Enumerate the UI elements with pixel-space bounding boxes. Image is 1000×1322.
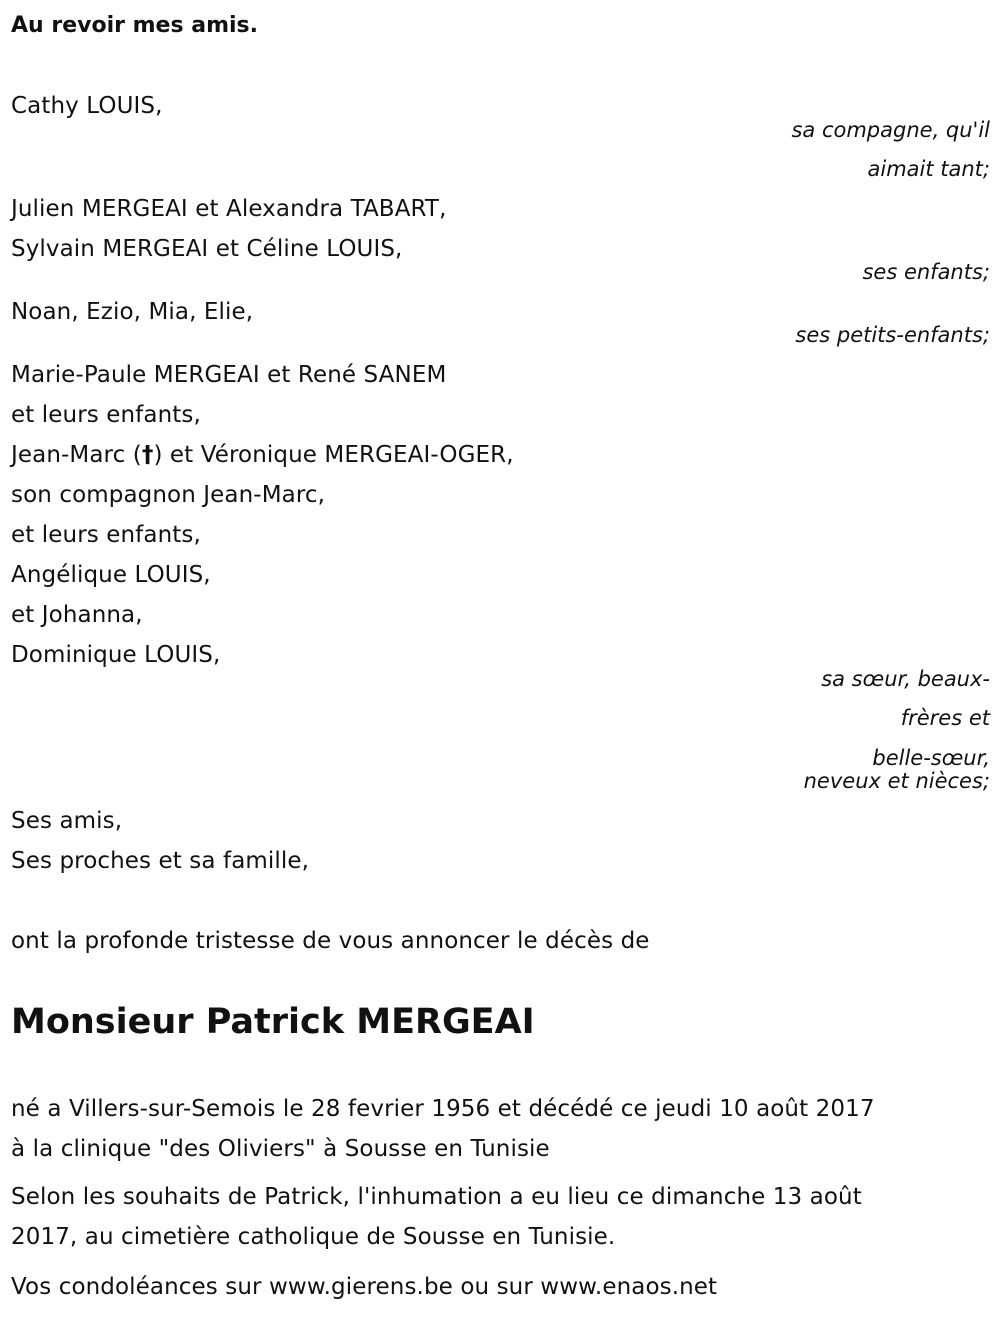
- siblings-line-3-part-a: Jean-Marc (: [11, 442, 142, 468]
- partner-relation-line-2: aimait tant;: [867, 157, 990, 181]
- children-relation: ses enfants;: [862, 260, 990, 284]
- farewell-heading: Au revoir mes amis.: [11, 13, 258, 38]
- grandchildren-relation: ses petits-enfants;: [795, 323, 990, 347]
- siblings-line-1: Marie-Paule MERGEAI et René SANEM: [11, 362, 447, 388]
- burial-line-2: 2017, au cimetière catholique de Sousse en Tunisie.: [11, 1224, 616, 1250]
- partner-relation-line-1: sa compagne, qu'il: [791, 118, 990, 142]
- deceased-name: Monsieur Patrick MERGEAI: [11, 1002, 535, 1042]
- condolences-text: Vos condoléances sur www.gierens.be ou sur www.enaos.net: [11, 1274, 718, 1300]
- birth-death-line-1: né a Villers-sur-Semois le 28 fevrier 1956 et décédé ce jeudi 10 août 2017: [11, 1096, 875, 1122]
- siblings-line-3: [11, 441, 514, 469]
- friends-line-1: Ses amis,: [11, 808, 123, 834]
- siblings-line-7: et Johanna,: [11, 602, 143, 628]
- partner-name: Cathy LOUIS,: [11, 93, 163, 119]
- siblings-relation-line-4: neveux et nièces;: [803, 769, 990, 793]
- siblings-relation-line-3: belle-sœur,: [872, 746, 990, 770]
- children-line-1: Julien MERGEAI et Alexandra TABART,: [11, 196, 447, 222]
- friends-line-2: Ses proches et sa famille,: [11, 848, 310, 874]
- siblings-line-5: et leurs enfants,: [11, 522, 201, 548]
- siblings-relation-line-2: frères et: [900, 706, 990, 730]
- siblings-line-8: Dominique LOUIS,: [11, 642, 221, 668]
- siblings-line-2: et leurs enfants,: [11, 402, 201, 428]
- siblings-relation-line-1: sa sœur, beaux-: [821, 667, 990, 691]
- children-line-2: Sylvain MERGEAI et Céline LOUIS,: [11, 236, 403, 262]
- burial-line-1: Selon les souhaits de Patrick, l'inhumation a eu lieu ce dimanche 13 août: [11, 1184, 862, 1210]
- siblings-line-6: Angélique LOUIS,: [11, 562, 211, 588]
- cross-icon: †: [141, 442, 154, 468]
- announcement-text: ont la profonde tristesse de vous annoncer le décès de: [11, 928, 650, 954]
- siblings-line-3-part-b: ) et Véronique MERGEAI-OGER,: [153, 442, 514, 468]
- birth-death-line-2: à la clinique "des Oliviers" à Sousse en Tunisie: [11, 1136, 550, 1162]
- grandchildren-names: Noan, Ezio, Mia, Elie,: [11, 299, 254, 325]
- siblings-line-4: son compagnon Jean-Marc,: [11, 482, 326, 508]
